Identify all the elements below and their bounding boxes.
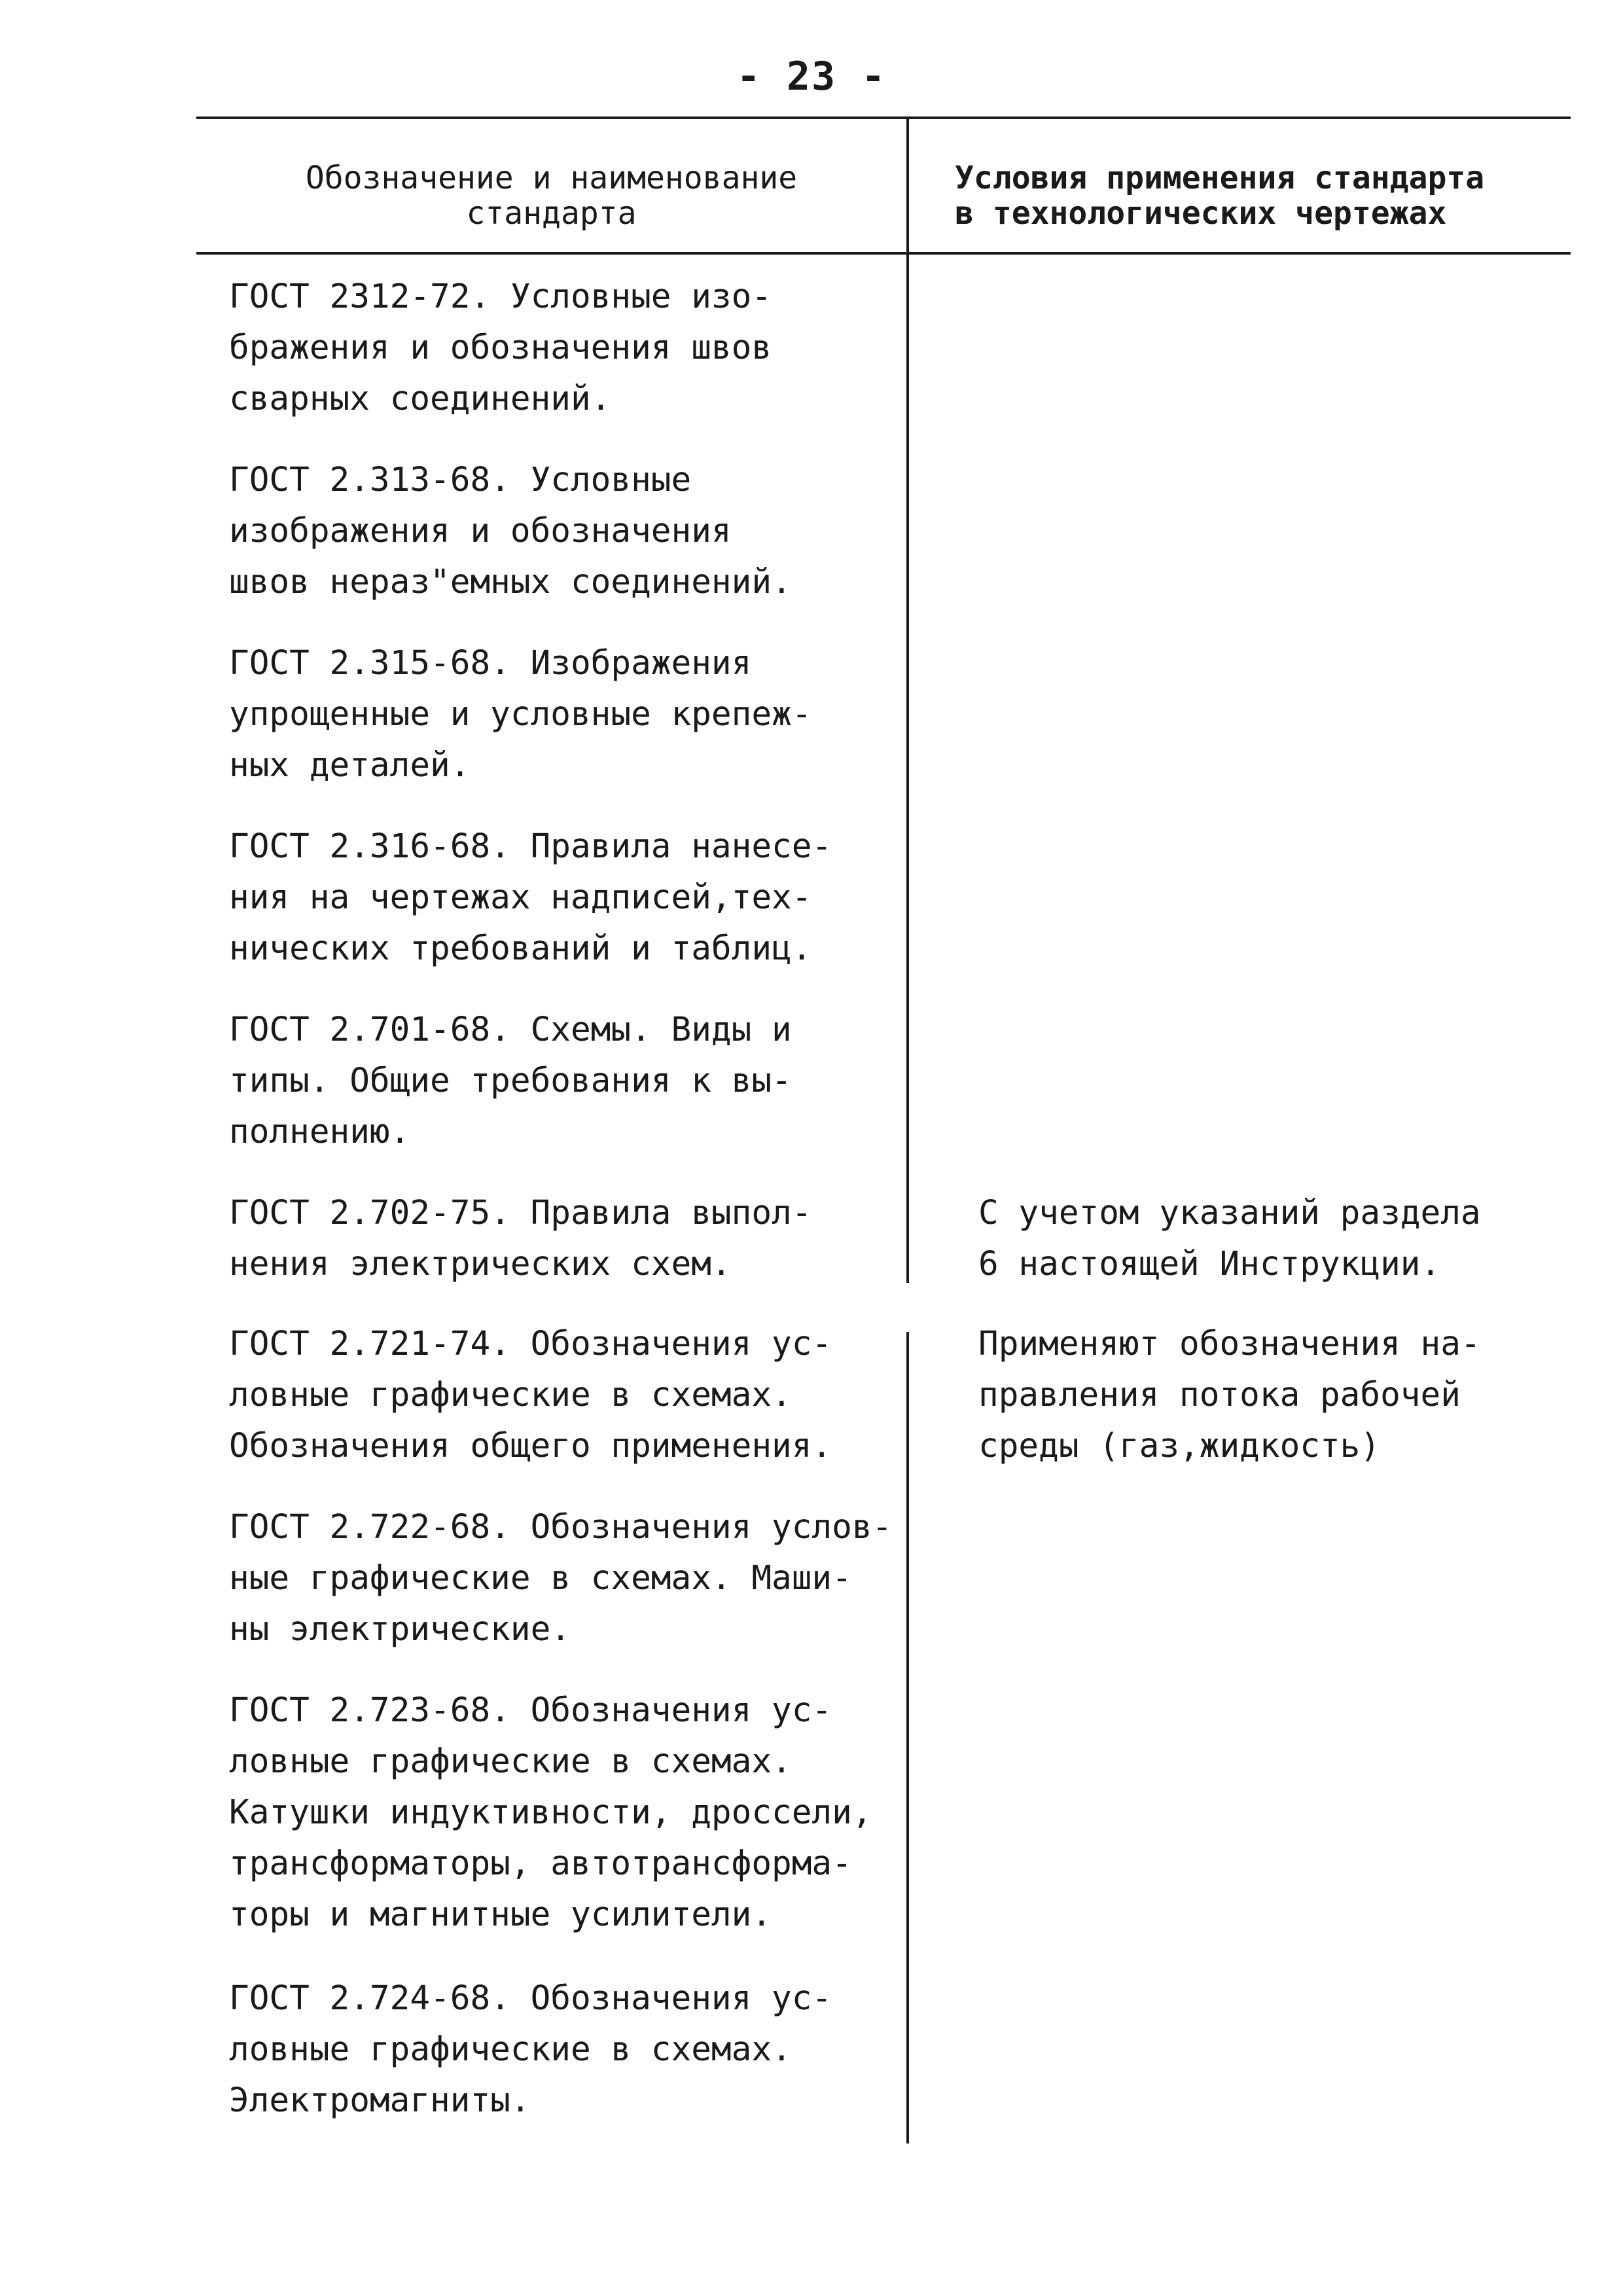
standard-entry-gost-2-701-68: ГОСТ 2.701-68. Схемы. Виды и типы. Общие требования к вы- полнению.	[229, 1011, 792, 1151]
table-top-rule	[196, 117, 1571, 119]
standard-entry-gost-2-313-68: ГОСТ 2.313-68. Условные изображения и обозначения швов нераз"емных соединений.	[229, 461, 792, 601]
standard-entry-gost-2-724-68: ГОСТ 2.724-68. Обозначения ус- ловные графические в схемах. Электромагниты.	[229, 1979, 832, 2120]
condition-gost-2-702-75: С учетом указаний раздела 6 настоящей Инструкции.	[978, 1194, 1481, 1283]
standard-entry-gost-2-722-68: ГОСТ 2.722-68. Обозначения услов- ные графические в схемах. Маши- ны электрические.	[229, 1508, 893, 1649]
page-number: - 23 -	[736, 54, 887, 99]
column-divider-upper	[906, 252, 909, 1283]
standard-entry-gost-2-316-68: ГОСТ 2.316-68. Правила нанесе- ния на чертежах надписей,тех- нических требований и таблиц.	[229, 827, 832, 968]
standard-entry-gost-2-702-75: ГОСТ 2.702-75. Правила выпол- нения электрических схем.	[229, 1194, 812, 1283]
standard-entry-gost-2312-72: ГОСТ 2312-72. Условные изо- бражения и обозначения швов сварных соединений.	[229, 278, 772, 418]
condition-gost-2-721-74: Применяют обозначения на- правления потока рабочей среды (газ,жидкость)	[978, 1325, 1481, 1465]
header-application-conditions: Условия применения стандарта в технологических чертежах	[955, 160, 1485, 232]
header-standard-designation: Обозначение и наименование стандарта	[305, 160, 798, 232]
standard-entry-gost-2-723-68: ГОСТ 2.723-68. Обозначения ус- ловные графические в схемах. Катушки индуктивности, дроссели, трансформаторы, автотрансформа- торы и магнитные усилители.	[229, 1691, 872, 1934]
standard-entry-gost-2-315-68: ГОСТ 2.315-68. Изображения упрощенные и условные крепеж- ных деталей.	[229, 644, 812, 785]
table-header-rule	[196, 252, 1571, 255]
column-divider-lower	[906, 1332, 909, 2144]
standard-entry-gost-2-721-74: ГОСТ 2.721-74. Обозначения ус- ловные графические в схемах. Обозначения общего применения.	[229, 1325, 832, 1465]
